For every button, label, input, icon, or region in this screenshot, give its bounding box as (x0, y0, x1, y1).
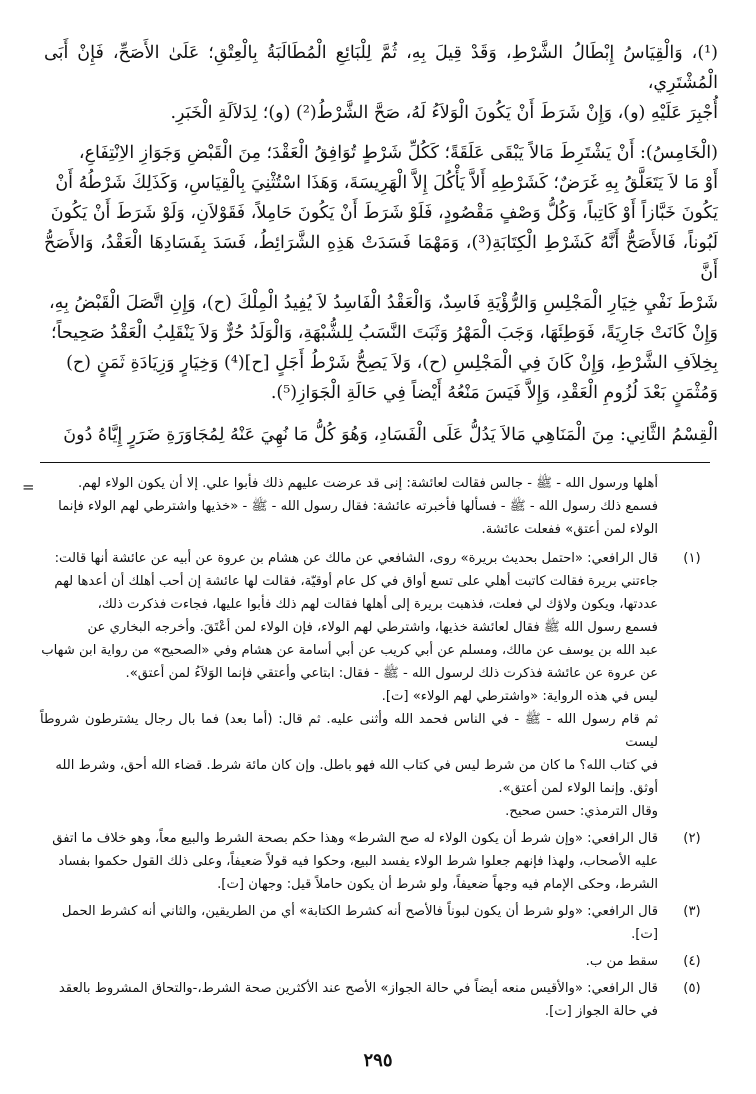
footnote-number: (٣) (683, 904, 701, 919)
continuation-mark: = (22, 478, 35, 496)
text-line: يَكُونَ خَبَّازاً أَوْ كَاتِباً، وَكُلُّ وَصْفٍ مَقْصُودٍ، فَلَوْ شَرَطَ أَنْ يَكُونَ حَامِلاً، فَقَوْلاَنِ، وَلَوْ شَرَطَ أَنْ يَكُونَ (50, 203, 718, 223)
footnote-line: قال الرافعي: «احتمل بحديث بريرة» روى، الشافعي عن مالك عن هشام بن عروة عن أبيه عن عائشة أنها قالت: (54, 551, 658, 566)
footnote-2 (40, 827, 716, 896)
main-paragraph-1 (44, 38, 718, 128)
footnote-line: فسمع ذلك رسول الله - ﷺ - فسألها فأخبرته عائشة: فقال رسول الله - ﷺ - «خذيها واشترطي لهم الولاء فإنما (58, 499, 658, 514)
main-text (44, 38, 718, 450)
footnote-5 (40, 977, 716, 1023)
footnote-line: عددتها، ويكون ولاؤك لي فعلت، فذهبت بريرة إلى أهلها فقالت لهم ذلك فأبوا عليها، فجاءت فذكرت ذلك، (97, 597, 658, 612)
footnote-line: في حالة الجواز [ت]. (544, 1004, 658, 1019)
footnote-line: وقال الترمذي: حسن صحيح. (505, 804, 658, 819)
footnote-4 (40, 950, 716, 973)
footnote-line: الشرط، وحكى الإمام فيه وجهاً ضعيفاً، ولو شرط أن يكون حاملاً قيل: وجهان [ت]. (217, 877, 658, 892)
footnote-1 (40, 547, 716, 823)
page-number: ٢٩٥ (363, 1050, 393, 1071)
footnote-line: عبد الله بن يوسف عن مالك، ومسلم عن أبي كريب عن أبي أسامة عن هشام وفي «الصحيح» من رواية ابن شهاب (41, 643, 658, 658)
footnote-line: [ت]. (631, 927, 658, 942)
text-line: (الْخَامِسُ): أَنْ يَشْتَرِطَ مَالاً يَبْقَى عَلَقَةً؛ كَكُلِّ شَرْطٍ تُوَافِقُ الْعَقْدَ؛ مِنَ الْقَبْضِ وَجَوَازِ الاِنْتِفَاعِ، (78, 143, 718, 163)
footnote-line: ليس في هذه الرواية: «واشترطي لهم الولاء» [ت]. (381, 689, 658, 704)
text-line: الْقِسْمُ الثَّانِي: مِنَ الْمَنَاهِي مَالاَ يَدُلُّ عَلَى الْفَسَادِ، وَهُوَ كُلُّ مَا نُهِيَ عَنْهُ لِمُجَاوَرَةِ ضَرَرٍ إِيَّاهُ دُونَ (63, 425, 718, 445)
footnotes (40, 472, 716, 1023)
footnote-number: (١) (683, 551, 701, 566)
footnote-divider (40, 462, 710, 463)
main-paragraph-2 (44, 138, 718, 408)
footnote-line: عن عروة عن عائشة فذكرت ذلك لرسول الله - ﷺ - فقال: ابتاعي وأعتقي فإنما الوَلاَءُ لمن أعتق». (125, 666, 658, 681)
footnote-3 (40, 900, 716, 946)
text-line: بِخِلاَفِ الشَّرْطِ، وَإِنْ كَانَ فِي الْمَجْلِسِ (ح)، وَلاَ يَصِحُّ شَرْطُ أَجَلٍ [ح](⁴) وَخِيَارٍ وَزِيَادَةِ ثَمَنٍ (ح) (66, 353, 718, 373)
footnote-line: سقط من ب. (585, 954, 658, 969)
text-line: لَبُوناً، فَالأَصَحُّ أَنَّهُ كَشَرْطِ الْكِتَابَةِ(³)، وَمَهْمَا فَسَدَتْ هَذِهِ الشَّرَائِطُ، فَسَدَ بِفَسَادِهَا الْعَقْدُ، وَالأَصَحُّ أَنَّ (44, 233, 718, 283)
footnote-line: فسمع رسول الله ﷺ فقال لعائشة خذيها، واشترطي لهم الولاء، فإن الولاء لمن أعْتَقَ. وأخرجه البخاري عن (87, 620, 658, 635)
footnote-line: جاءتني بريرة فقالت كاتبت أهلي على تسع أواق في كل عام أوقيّة، فقالت لها عائشة إن أحب أهلك أن أعدها لهم (54, 574, 658, 589)
text-line: أُجْبِرَ عَلَيْهِ (و)، وَإِنْ شَرَطَ أَنْ يَكُونَ الْوَلاَءُ لَهُ، صَحَّ الشَّرْطُ(²) (و)؛ لِدَلاَلَةِ الْخَبَرِ. (170, 103, 718, 123)
footnote-line: قال الرافعي: «ولو شرط أن يكون لبوناً فالأصح أنه كشرط الكتابة» أي من الطريقين، والثاني أنه كشرط الحمل (61, 904, 658, 919)
text-line: (¹)، وَالْقِيَاسُ إِبْطَالُ الشَّرْطِ، وَقَدْ قِيلَ بِهِ، ثُمَّ لِلْبَائِعِ الْمُطَالَبَةُ بِالْعِتْقِ؛ عَلَىٰ الأَصَحِّ، فَإِنْ أَبَى الْمُشْتَرِي، (44, 43, 718, 93)
footnote-line: الولاء لمن أعتق» ففعلت عائشة. (481, 522, 658, 537)
text-line: وَإِنْ كَانَتْ جَارِيَةً، فَوَطِئَهَا، وَجَبَ الْمَهْرُ وَثَبَتَ النَّسَبُ لِلشُّبْهَةِ، وَالْوَلَدُ حُرٌّ وَلاَ يَنْقَلِبُ الْعَقْدُ صَحِيحاً؛ (51, 323, 718, 343)
footnote-number: (٢) (683, 831, 701, 846)
footnote-line: أوثق. وإنما الولاء لمن أعتق». (498, 781, 658, 796)
text-line: أَوْ مَا لاَ يَتَعَلَّقُ بِهِ غَرَضٌ؛ كَشَرْطِهِ أَلاَّ يَأْكُلَ إِلاَّ الْهَرِيسَةَ، وَهَذَا اسْتُثْنِيَ بِالْقِيَاسِ، وَكَذَلِكَ شَرْطُهُ أَنْ (55, 173, 718, 193)
footnote-number: (٥) (683, 981, 701, 996)
footnote-line: في كتاب الله؟ ما كان من شرط ليس في كتاب الله فهو باطل. وإن كان مائة شرط. قضاء الله أحق، وشرط الله (55, 758, 658, 773)
text-line: وَمُثْمَنٍ بَعْدَ لُزُومِ الْعَقْدِ، وَإِلاَّ فَيَسَ مَنْعُهُ أَيْضاً فِي حَالَةِ الْجَوَازِ(⁵). (270, 383, 718, 403)
footnote-line: ثم قام رسول الله - ﷺ - في الناس فحمد الله وأثنى عليه. ثم قال: (أما بعد) فما بال رجال يشترطون شروطاً ليست (40, 712, 658, 750)
footnote-line: أهلها ورسول الله - ﷺ - جالس فقالت لعائشة: إنى قد عرضت عليهم ذلك فأبوا علي. إلا أن يكون الولاء لهم. (77, 476, 658, 491)
footnote-line: عليه الأصحاب، ولهذا فإنهم جعلوا شرط الولاء يفسد البيع، وحكوا فيه قولاً ضعيفاً، وعلى ذلك القول حكموا بفساد (58, 854, 658, 869)
footnote-line: قال الرافعي: «والأقيس منعه أيضاً في حالة الجواز» الأصح عند الأكثرين صحة الشرط،-والتحاق المشروط بالعقد (58, 981, 658, 996)
footnote-number: (٤) (683, 954, 701, 969)
footnote-continuation (40, 472, 716, 541)
main-paragraph-3 (44, 420, 718, 450)
text-line: شَرْطَ نَفْيِ خِيَارِ الْمَجْلِسِ وَالرُّؤْيَةِ فَاسِدٌ، وَالْعَقْدُ الْفَاسِدُ لاَ يُفِيدُ الْمِلْكَ (ح)، وَإِنِ اتَّصَلَ الْقَبْضُ بِهِ، (48, 293, 718, 313)
footnote-line: قال الرافعي: «وإن شرط أن يكون الولاء له صح الشرط» وهذا حكم بصحة الشرط والبيع معاً، وهو خلاف ما اتفق (52, 831, 658, 846)
